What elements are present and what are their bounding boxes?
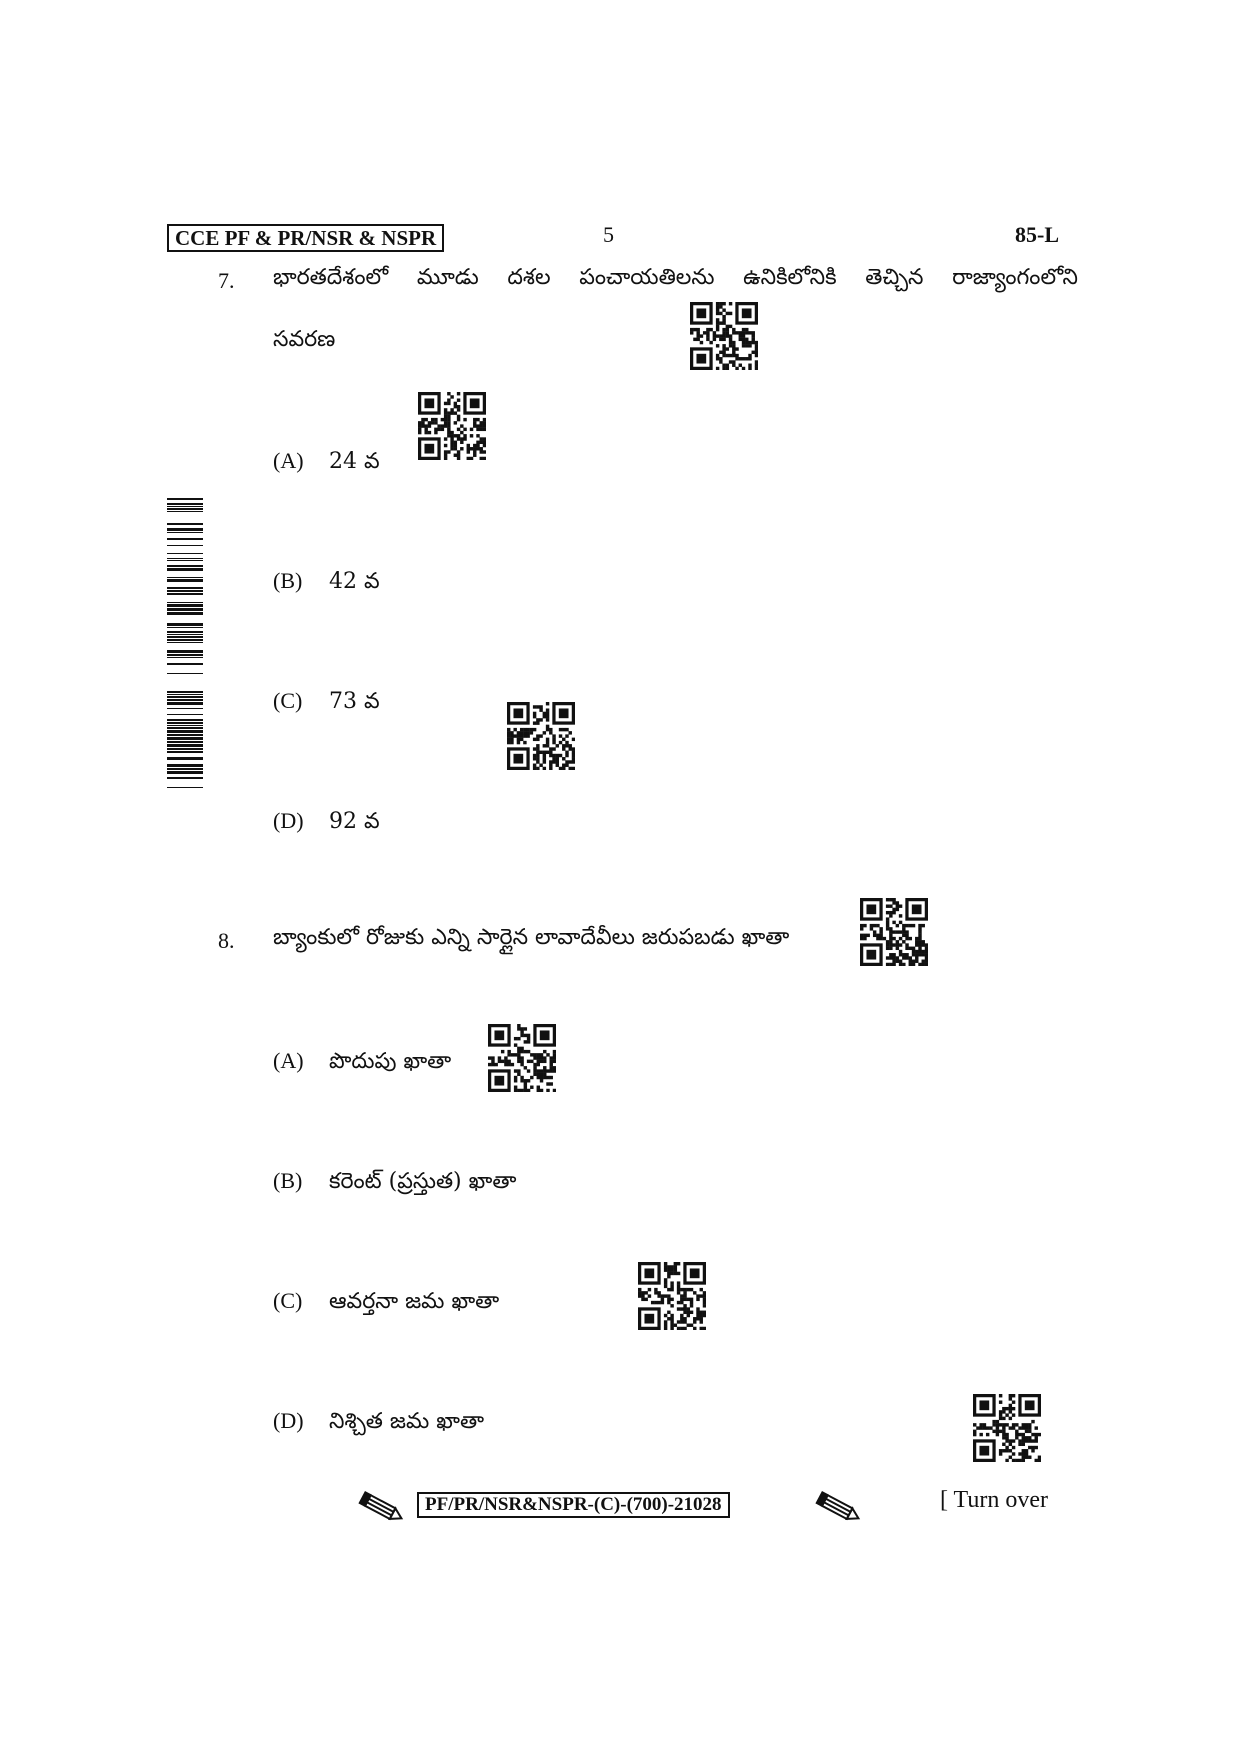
q8-option-a-text: పొదుపు ఖాతా xyxy=(329,1049,452,1074)
question-7-number: 7. xyxy=(218,268,235,293)
q8-option-c-text: ఆవర్తనా జమ ఖాతా xyxy=(329,1289,500,1314)
q8-option-d-text: నిశ్చిత జమ ఖాతా xyxy=(329,1409,485,1434)
q7-option-c xyxy=(273,688,380,719)
pencil-icon xyxy=(358,1490,406,1526)
q8-option-d-label: (D) xyxy=(273,1408,304,1433)
q8-option-c-label: (C) xyxy=(273,1288,303,1313)
q8-option-b xyxy=(273,1168,516,1199)
qr-code-icon xyxy=(860,898,928,966)
barcode-icon xyxy=(167,498,203,788)
qr-code-icon xyxy=(507,702,575,770)
qr-code-icon xyxy=(638,1262,706,1330)
q8-option-b-label: (B) xyxy=(273,1168,303,1193)
header-left-code: CCE PF & PR/NSR & NSPR xyxy=(167,224,444,252)
qr-code-icon xyxy=(973,1394,1041,1462)
q8-option-d xyxy=(273,1408,484,1439)
q7-option-b-text: 42 వ xyxy=(329,569,380,594)
q8-option-a xyxy=(273,1048,451,1079)
footer-code: PF/PR/NSR&NSPR-(C)-(700)-21028 xyxy=(417,1492,730,1518)
q7-option-a xyxy=(273,448,380,479)
q8-option-b-text: కరెంట్ (ప్రస్తుత) ఖాతా xyxy=(329,1169,517,1194)
q7-option-a-label: (A) xyxy=(273,448,304,473)
q7-option-c-text: 73 వ xyxy=(329,689,380,714)
q7-option-d-text: 92 వ xyxy=(329,809,380,834)
qr-code-icon xyxy=(488,1024,556,1092)
q8-option-c xyxy=(273,1288,499,1319)
q7-option-c-label: (C) xyxy=(273,688,303,713)
question-7-text-line2: సవరణ xyxy=(273,327,336,352)
question-8-text: బ్యాంకులో రోజుకు ఎన్ని సార్లైన లావాదేవీలు జరుపబడు ఖాతా xyxy=(273,925,790,950)
header-right-code: 85-L xyxy=(1015,222,1059,247)
page-number: 5 xyxy=(603,222,614,247)
turn-over: [ Turn over xyxy=(940,1487,1049,1513)
q7-option-d-label: (D) xyxy=(273,808,304,833)
q7-option-b-label: (B) xyxy=(273,568,303,593)
question-7-text-line1: భారతదేశంలో మూడు దశల పంచాయతిలను ఉనికిలోనికి తెచ్చిన రాజ్యాంగంలోని xyxy=(273,265,1078,290)
qr-code-icon xyxy=(690,302,758,370)
q7-option-b xyxy=(273,568,380,599)
q7-option-d xyxy=(273,808,380,839)
pencil-icon xyxy=(815,1490,863,1526)
q7-option-a-text: 24 వ xyxy=(329,449,380,474)
q8-option-a-label: (A) xyxy=(273,1048,304,1073)
question-8-number: 8. xyxy=(218,928,235,953)
qr-code-icon xyxy=(418,392,486,460)
